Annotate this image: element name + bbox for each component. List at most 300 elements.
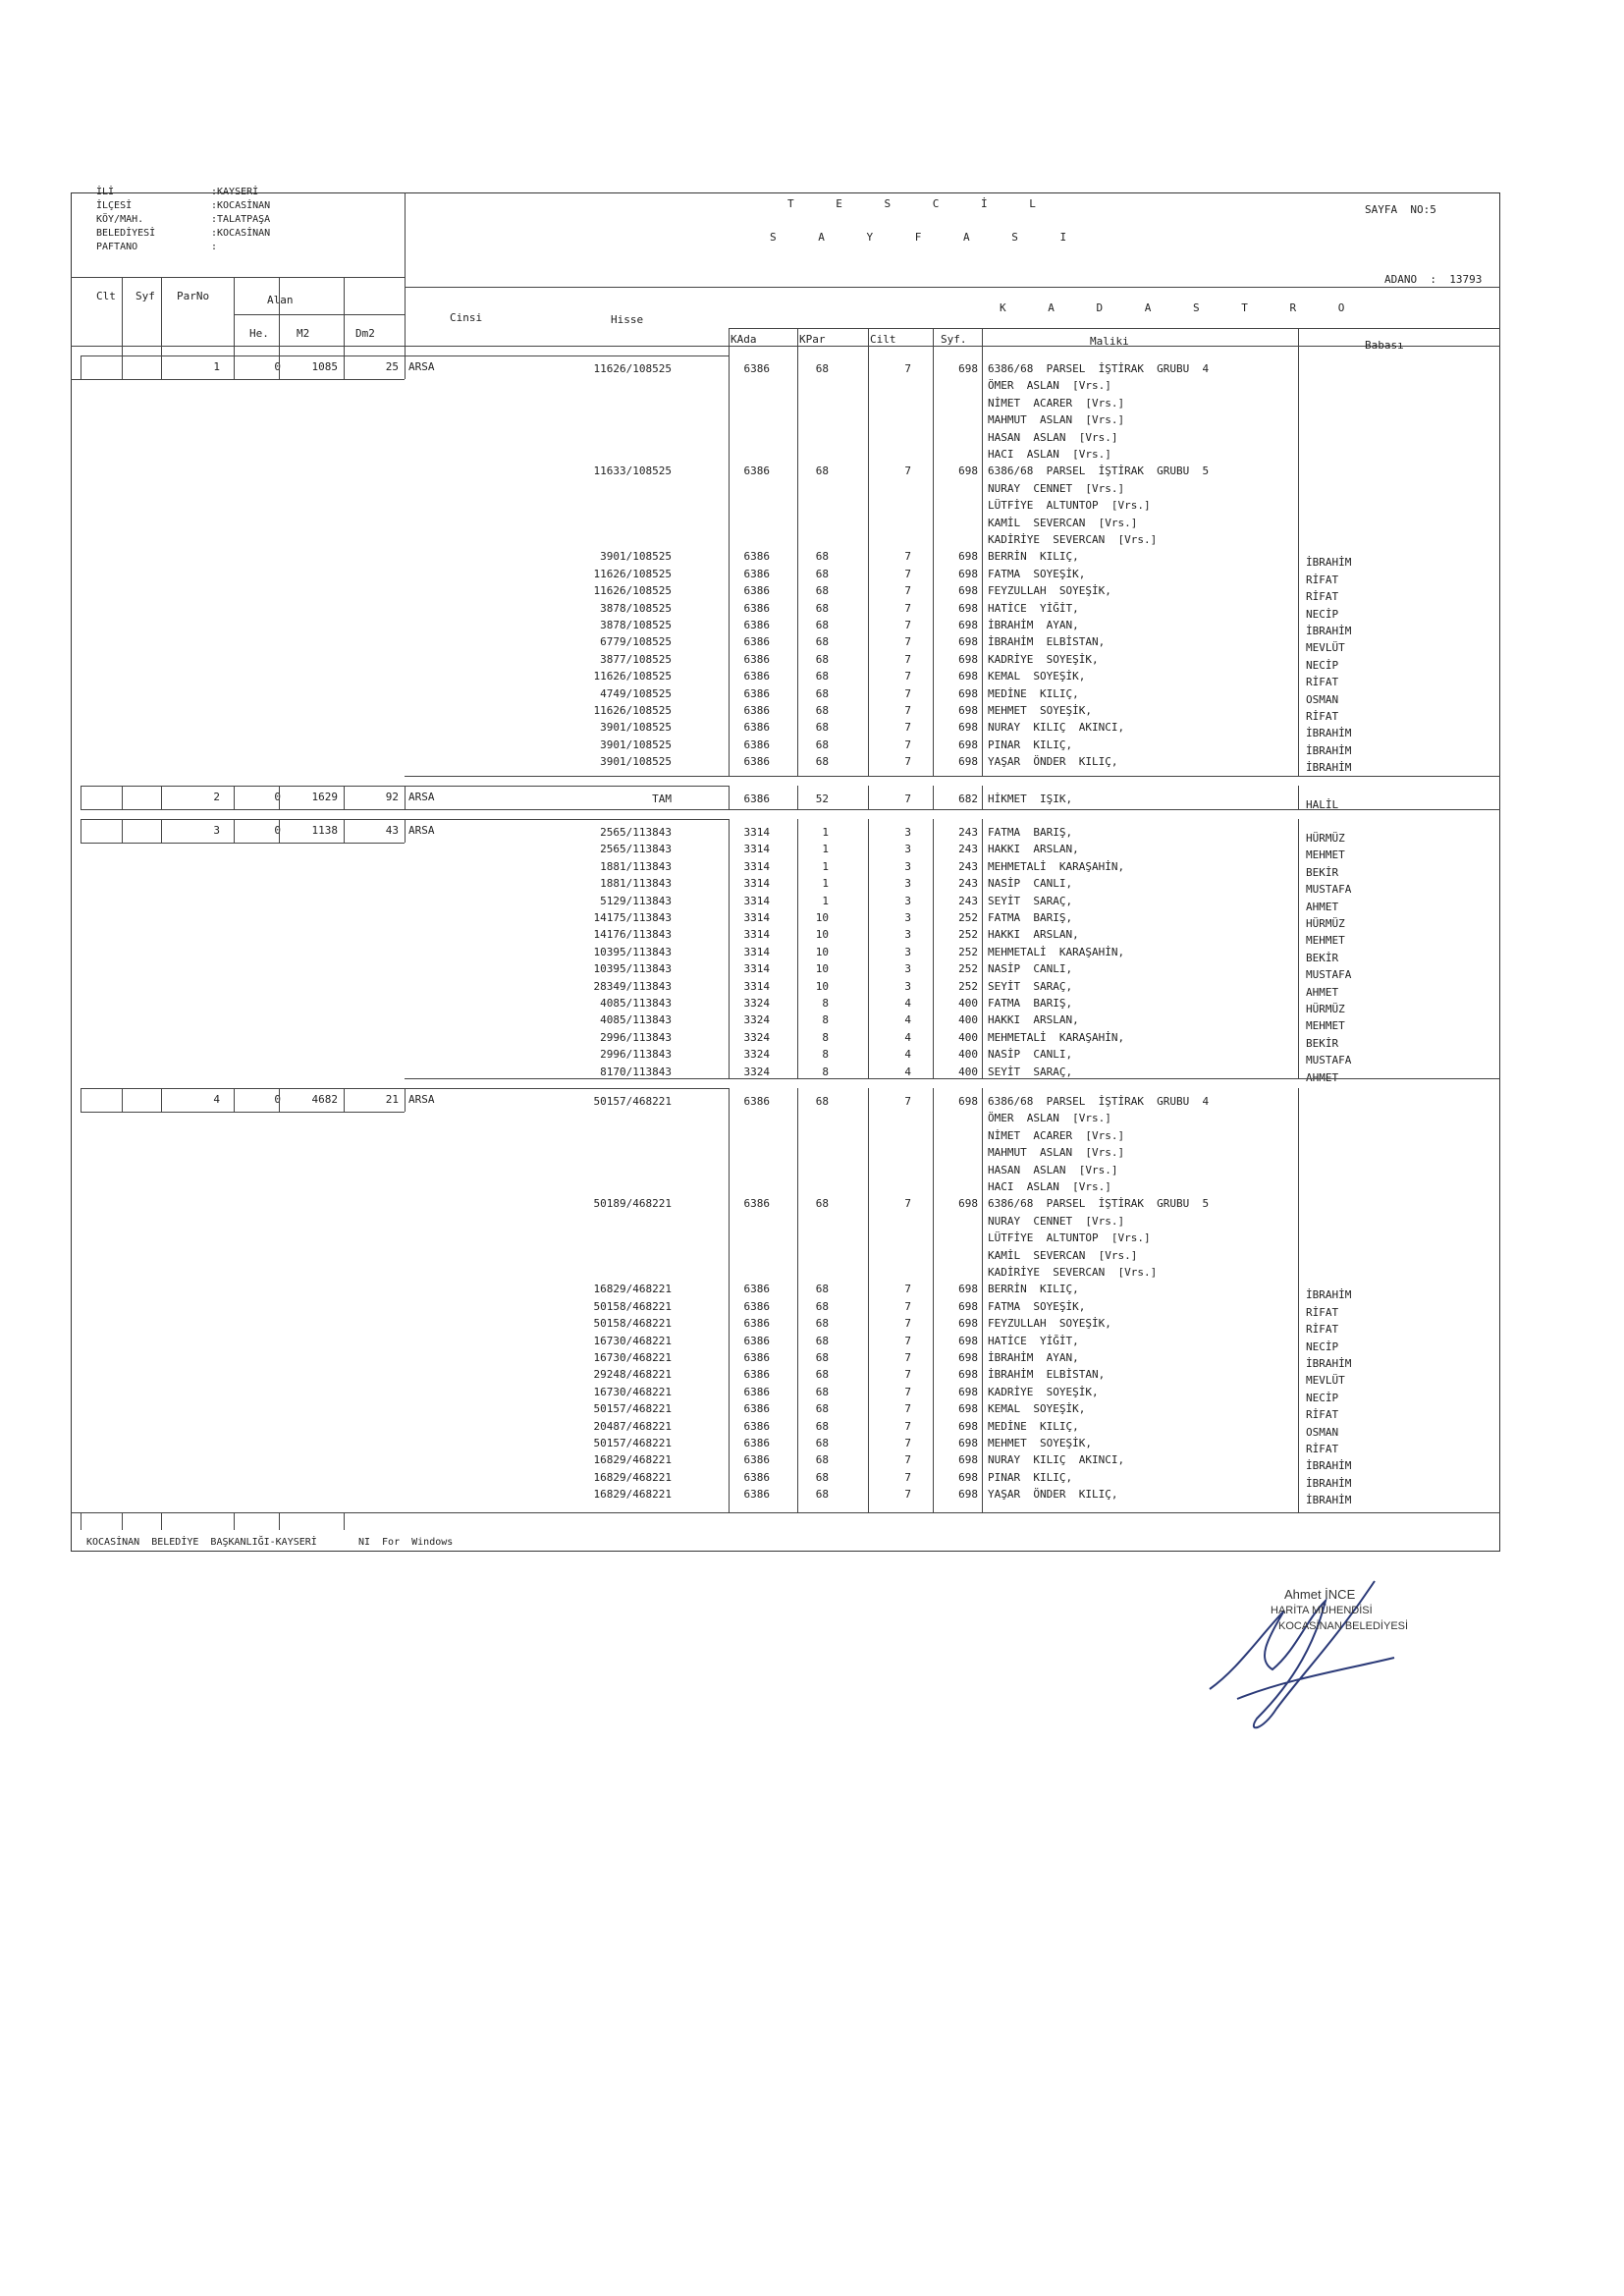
volume: 7	[904, 362, 911, 375]
share: 4085/113843	[600, 1013, 672, 1027]
owner: HATİCE YİĞİT,	[988, 1334, 1079, 1347]
area-m2: 1085	[311, 360, 338, 373]
col-hisse: Hisse	[611, 313, 644, 326]
area-he: 0	[274, 791, 281, 803]
volume: 7	[904, 1385, 911, 1398]
col-rule	[729, 819, 730, 1078]
col-rule	[344, 1512, 345, 1530]
page: 698	[958, 465, 978, 478]
col-rule	[122, 1512, 123, 1530]
cadastral-parcel: 68	[815, 1437, 829, 1449]
page: 400	[958, 997, 978, 1010]
cadastral-block: 3324	[743, 1048, 770, 1062]
father-name: İBRAHİM	[1306, 625, 1352, 637]
cadastral-parcel: 68	[815, 738, 829, 751]
volume: 7	[904, 465, 911, 478]
father-name: RİFAT	[1306, 1323, 1339, 1337]
father-name: AHMET	[1306, 1070, 1339, 1084]
volume: 7	[904, 793, 911, 805]
col-rule	[161, 1512, 162, 1530]
cadastral-block: 6386	[743, 1437, 770, 1449]
page: 698	[958, 652, 978, 666]
cadastral-block: 6386	[743, 465, 770, 478]
cadastral-block: 6386	[743, 1299, 770, 1313]
cadastral-parcel: 8	[822, 997, 829, 1010]
owner: MAHMUT ASLAN [Vrs.]	[988, 413, 1125, 427]
page: 252	[958, 962, 978, 976]
volume: 3	[904, 894, 911, 907]
cadastral-parcel: 68	[815, 1419, 829, 1433]
owner: KEMAL SOYEŞİK,	[988, 670, 1086, 683]
cadastral-block: 6386	[743, 1317, 770, 1331]
cadastral-block: 3314	[743, 859, 770, 873]
father-name: RİFAT	[1306, 573, 1339, 586]
volume: 3	[904, 843, 911, 856]
page: 698	[958, 1334, 978, 1347]
page: 698	[958, 755, 978, 769]
cadastral-block: 6386	[743, 793, 770, 805]
col-rule	[982, 819, 983, 1078]
col-syf2: Syf.	[941, 333, 967, 346]
cadastral-parcel: 68	[815, 619, 829, 631]
owner: MEHMETALİ KARAŞAHİN,	[988, 859, 1125, 873]
volume: 7	[904, 567, 911, 580]
col-rule	[279, 277, 280, 355]
col-rule	[279, 1512, 280, 1530]
signature-stamp	[1198, 1561, 1492, 1758]
owner: HACI ASLAN [Vrs.]	[988, 448, 1111, 461]
row-rule	[405, 1078, 1500, 1079]
cadastral-block: 6386	[743, 1351, 770, 1364]
col-rule	[344, 355, 345, 379]
col-rule	[122, 786, 123, 809]
cadastral-parcel: 68	[815, 704, 829, 717]
col-rule	[982, 786, 983, 809]
cadastral-block: 6386	[743, 670, 770, 683]
father-name: İBRAHİM	[1306, 556, 1352, 570]
volume: 7	[904, 670, 911, 683]
page: 698	[958, 1470, 978, 1484]
info-value: :	[211, 242, 218, 252]
row-rule	[81, 809, 405, 810]
volume: 7	[904, 1283, 911, 1296]
father-name: İBRAHİM	[1306, 1288, 1352, 1302]
cadastral-parcel: 1	[822, 843, 829, 856]
page: 698	[958, 1095, 978, 1108]
volume: 7	[904, 1299, 911, 1313]
col-rule	[797, 328, 798, 355]
col-rule	[868, 328, 869, 355]
owner: MEHMETALİ KARAŞAHİN,	[988, 1030, 1125, 1044]
info-value: :KOCASİNAN	[211, 228, 271, 239]
cadastral-parcel: 10	[815, 928, 829, 942]
page: 698	[958, 1488, 978, 1502]
col-maliki: Maliki	[1090, 335, 1129, 348]
share: 16829/468221	[593, 1283, 672, 1296]
area-he: 0	[274, 1093, 281, 1106]
volume: 3	[904, 826, 911, 839]
father-name: İBRAHİM	[1306, 743, 1352, 757]
col-rule	[868, 355, 869, 776]
page: 698	[958, 1419, 978, 1433]
volume: 7	[904, 1317, 911, 1331]
owner: SEYİT SARAÇ,	[988, 1065, 1073, 1078]
cadastral-block: 3314	[743, 945, 770, 958]
parcel-number: 3	[213, 824, 220, 837]
owner: PINAR KILIÇ,	[988, 738, 1073, 751]
page: 243	[958, 843, 978, 856]
cadastral-parcel: 68	[815, 1334, 829, 1347]
cadastral-block: 6386	[743, 619, 770, 631]
share: 16730/468221	[593, 1351, 672, 1364]
cadastral-block: 6386	[743, 1453, 770, 1467]
owner: KADRİYE SOYEŞİK,	[988, 1385, 1099, 1398]
cadastral-parcel: 68	[815, 686, 829, 700]
father-name: BEKİR	[1306, 865, 1339, 879]
col-rule	[868, 819, 869, 1078]
volume: 4	[904, 1030, 911, 1044]
page: 698	[958, 1453, 978, 1467]
info-label: PAFTANO	[96, 242, 138, 252]
col-rule	[1298, 355, 1299, 776]
row-rule	[81, 379, 405, 380]
volume: 4	[904, 1048, 911, 1062]
parcel-type: ARSA	[408, 824, 435, 837]
share: 50158/468221	[593, 1317, 672, 1331]
area-dm2: 21	[385, 1093, 399, 1106]
col-rule	[797, 355, 798, 776]
parcel-number: 2	[213, 791, 220, 803]
owner: KADRİYE SOYEŞİK,	[988, 652, 1099, 666]
col-rule	[729, 786, 730, 809]
stamp-title: HARİTA MÜHENDİSİ	[1271, 1605, 1373, 1616]
father-name: BEKİR	[1306, 1036, 1339, 1050]
volume: 7	[904, 1368, 911, 1382]
title-line-1: T E S C İ L	[787, 197, 1054, 210]
cadastral-block: 6386	[743, 1470, 770, 1484]
rule	[71, 346, 1500, 347]
page: 698	[958, 704, 978, 717]
volume: 7	[904, 755, 911, 769]
row-rule	[405, 809, 1500, 810]
father-name: RİFAT	[1306, 676, 1339, 689]
father-name: NECİP	[1306, 1391, 1339, 1404]
cadastral-parcel: 68	[815, 670, 829, 683]
col-parno: ParNo	[177, 290, 210, 302]
cadastral-block: 6386	[743, 1095, 770, 1108]
father-name: BEKİR	[1306, 951, 1339, 964]
volume: 7	[904, 584, 911, 598]
owner: BERRİN KILIÇ,	[988, 1283, 1079, 1296]
volume: 3	[904, 911, 911, 924]
share: 2996/113843	[600, 1030, 672, 1044]
father-name: MUSTAFA	[1306, 883, 1352, 897]
page: 698	[958, 1317, 978, 1331]
share: 16730/468221	[593, 1385, 672, 1398]
page: 698	[958, 635, 978, 649]
owner: FEYZULLAH SOYEŞİK,	[988, 1317, 1111, 1331]
col-rule	[1298, 786, 1299, 809]
col-rule	[1298, 1088, 1299, 1512]
share: 2996/113843	[600, 1048, 672, 1062]
volume: 7	[904, 721, 911, 735]
page: 698	[958, 567, 978, 580]
col-rule	[234, 1088, 235, 1112]
owner: 6386/68 PARSEL İŞTİRAK GRUBU 5	[988, 465, 1210, 478]
col-he: He.	[249, 327, 269, 340]
cadastral-parcel: 68	[815, 1488, 829, 1502]
cadastral-block: 6386	[743, 704, 770, 717]
col-rule	[122, 819, 123, 843]
share: 2565/113843	[600, 843, 672, 856]
info-value: :KOCASİNAN	[211, 200, 271, 211]
area-dm2: 25	[385, 360, 399, 373]
page: 698	[958, 584, 978, 598]
info-label: BELEDİYESİ	[96, 228, 156, 239]
cadastral-parcel: 68	[815, 1402, 829, 1416]
page: 698	[958, 721, 978, 735]
parcel-type: ARSA	[408, 360, 435, 373]
owner: SEYİT SARAÇ,	[988, 894, 1073, 907]
page: 698	[958, 550, 978, 564]
cadastral-block: 3314	[743, 877, 770, 891]
col-rule	[933, 355, 934, 776]
cadastral-block: 3324	[743, 997, 770, 1010]
owner: FATMA BARIŞ,	[988, 911, 1073, 924]
share: 3877/108525	[600, 652, 672, 666]
col-rule	[161, 277, 162, 355]
cadastral-parcel: 68	[815, 721, 829, 735]
father-name: İBRAHİM	[1306, 761, 1352, 775]
rule	[405, 287, 1500, 288]
owner: NURAY KILIÇ AKINCI,	[988, 1453, 1125, 1467]
area-m2: 4682	[311, 1093, 338, 1106]
father-name: NECİP	[1306, 1339, 1339, 1353]
volume: 7	[904, 1453, 911, 1467]
page-number: SAYFA NO:5	[1365, 203, 1436, 216]
owner: YAŞAR ÖNDER KILIÇ,	[988, 1488, 1118, 1502]
cadastral-parcel: 68	[815, 567, 829, 580]
cadastral-block: 6386	[743, 1334, 770, 1347]
father-name: MEHMET	[1306, 848, 1345, 862]
cadastral-parcel: 68	[815, 1351, 829, 1364]
father-name: İBRAHİM	[1306, 1476, 1352, 1490]
father-name: İBRAHİM	[1306, 1357, 1352, 1370]
cadastral-parcel: 10	[815, 911, 829, 924]
share: 10395/113843	[593, 962, 672, 976]
volume: 7	[904, 686, 911, 700]
father-name: HALİL	[1306, 798, 1339, 811]
share: 14175/113843	[593, 911, 672, 924]
area-dm2: 92	[385, 791, 399, 803]
owner: ÖMER ASLAN [Vrs.]	[988, 379, 1111, 393]
info-label: İLÇESİ	[96, 200, 133, 211]
col-syf: Syf	[135, 290, 155, 302]
father-name: İBRAHİM	[1306, 727, 1352, 740]
cadastral-block: 3314	[743, 979, 770, 993]
father-name: MEHMET	[1306, 934, 1345, 948]
father-name: HÜRMÜZ	[1306, 917, 1345, 930]
father-name: RİFAT	[1306, 1408, 1339, 1422]
father-name: AHMET	[1306, 985, 1339, 999]
volume: 7	[904, 652, 911, 666]
page: 252	[958, 928, 978, 942]
col-rule	[234, 1512, 235, 1530]
parcel-number: 4	[213, 1093, 220, 1106]
father-name: MUSTAFA	[1306, 968, 1352, 982]
cadastral-block: 3314	[743, 843, 770, 856]
cadastral-parcel: 8	[822, 1030, 829, 1044]
volume: 7	[904, 550, 911, 564]
rule	[729, 328, 1500, 329]
info-value: :KAYSERİ	[211, 187, 259, 197]
owner: NASİP CANLI,	[988, 1048, 1073, 1062]
col-rule	[122, 1088, 123, 1112]
cadastral-parcel: 68	[815, 635, 829, 649]
volume: 7	[904, 1351, 911, 1364]
share: 4749/108525	[600, 686, 672, 700]
owner: NASİP CANLI,	[988, 962, 1073, 976]
cadastral-parcel: 52	[815, 793, 829, 805]
col-rule	[933, 819, 934, 1078]
area-dm2: 43	[385, 824, 399, 837]
rule	[405, 192, 406, 287]
cadastral-block: 3314	[743, 962, 770, 976]
area-he: 0	[274, 360, 281, 373]
father-name: RİFAT	[1306, 1305, 1339, 1319]
col-rule	[234, 819, 235, 843]
col-rule	[161, 355, 162, 379]
page: 243	[958, 877, 978, 891]
page: 400	[958, 1030, 978, 1044]
volume: 3	[904, 979, 911, 993]
owner: HATİCE YİĞİT,	[988, 601, 1079, 615]
share: 28349/113843	[593, 979, 672, 993]
stamp-name: Ahmet İNCE	[1284, 1587, 1356, 1602]
owner: İBRAHİM ELBİSTAN,	[988, 1368, 1106, 1382]
cadastral-block: 6386	[743, 1368, 770, 1382]
cadastral-parcel: 8	[822, 1013, 829, 1027]
owner: NURAY CENNET [Vrs.]	[988, 1214, 1125, 1228]
owner: İBRAHİM AYAN,	[988, 619, 1079, 631]
father-name: MUSTAFA	[1306, 1054, 1352, 1067]
area-he: 0	[274, 824, 281, 837]
share: 50157/468221	[593, 1402, 672, 1416]
cadastral-block: 3324	[743, 1013, 770, 1027]
cadastral-block: 6386	[743, 550, 770, 564]
page: 698	[958, 362, 978, 375]
volume: 7	[904, 1402, 911, 1416]
info-value: :TALATPAŞA	[211, 214, 271, 225]
page: 698	[958, 1402, 978, 1416]
page: 400	[958, 1013, 978, 1027]
page: 252	[958, 911, 978, 924]
father-name: MEVLÜT	[1306, 641, 1345, 655]
owner: MEHMET SOYEŞİK,	[988, 704, 1092, 717]
cadastral-block: 3324	[743, 1065, 770, 1078]
share: 1881/113843	[600, 859, 672, 873]
volume: 3	[904, 859, 911, 873]
cadastral-parcel: 68	[815, 362, 829, 375]
cadastral-parcel: 1	[822, 826, 829, 839]
rule	[234, 314, 405, 315]
owner: HAKKI ARSLAN,	[988, 843, 1079, 856]
col-rule	[982, 1088, 983, 1512]
cadastral-parcel: 10	[815, 962, 829, 976]
father-name: HÜRMÜZ	[1306, 1003, 1345, 1015]
col-rule	[729, 1088, 730, 1512]
cadastral-block: 3314	[743, 826, 770, 839]
col-rule	[933, 786, 934, 809]
col-kpar: KPar	[799, 333, 826, 346]
cadastral-block: 3314	[743, 911, 770, 924]
col-alan: Alan	[267, 294, 294, 306]
col-rule	[405, 786, 406, 809]
col-rule	[982, 355, 983, 776]
page: 400	[958, 1065, 978, 1078]
share: 4085/113843	[600, 997, 672, 1010]
volume: 7	[904, 601, 911, 615]
owner: NİMET ACARER [Vrs.]	[988, 1128, 1125, 1142]
col-kadastro: K A D A S T R O	[1000, 301, 1363, 314]
share: 29248/468221	[593, 1368, 672, 1382]
owner: HACI ASLAN [Vrs.]	[988, 1180, 1111, 1193]
volume: 7	[904, 738, 911, 751]
owner: KEMAL SOYEŞİK,	[988, 1402, 1086, 1416]
parcel-type: ARSA	[408, 791, 435, 803]
col-rule	[933, 1088, 934, 1512]
owner: 6386/68 PARSEL İŞTİRAK GRUBU 5	[988, 1197, 1210, 1211]
owner: 6386/68 PARSEL İŞTİRAK GRUBU 4	[988, 1095, 1210, 1108]
area-m2: 1629	[311, 791, 338, 803]
footer-text: KOCASİNAN BELEDİYE BAŞKANLIĞI-KAYSERİ NI For Windows	[86, 1537, 454, 1548]
share: 14176/113843	[593, 928, 672, 942]
col-dm2: Dm2	[355, 327, 375, 340]
cadastral-parcel: 68	[815, 550, 829, 564]
col-m2: M2	[297, 327, 310, 340]
volume: 7	[904, 635, 911, 649]
owner: FATMA SOYEŞİK,	[988, 1299, 1086, 1313]
page: 698	[958, 1368, 978, 1382]
cadastral-block: 6386	[743, 601, 770, 615]
owner: HASAN ASLAN [Vrs.]	[988, 430, 1118, 444]
share: 3878/108525	[600, 619, 672, 631]
cadastral-parcel: 68	[815, 1385, 829, 1398]
cadastral-block: 6386	[743, 738, 770, 751]
cadastral-block: 6386	[743, 1283, 770, 1296]
ada-number: ADANO : 13793	[1384, 273, 1483, 286]
share: 16730/468221	[593, 1334, 672, 1347]
cadastral-parcel: 68	[815, 601, 829, 615]
share: 20487/468221	[593, 1419, 672, 1433]
owner: NASİP CANLI,	[988, 877, 1073, 891]
cadastral-parcel: 1	[822, 859, 829, 873]
col-rule	[279, 786, 280, 809]
cadastral-block: 6386	[743, 686, 770, 700]
share: 11626/108525	[593, 670, 672, 683]
col-rule	[344, 819, 345, 843]
share: 1881/113843	[600, 877, 672, 891]
row-rule	[405, 1512, 1500, 1513]
cadastral-block: 3314	[743, 894, 770, 907]
father-name: NECİP	[1306, 658, 1339, 672]
col-babasi: Babası	[1365, 339, 1404, 352]
cadastral-block: 6386	[743, 652, 770, 666]
owner: KADİRİYE SEVERCAN [Vrs.]	[988, 1266, 1158, 1279]
owner: MEHMETALİ KARAŞAHİN,	[988, 945, 1125, 958]
cadastral-parcel: 68	[815, 1470, 829, 1484]
cadastral-parcel: 68	[815, 1197, 829, 1211]
